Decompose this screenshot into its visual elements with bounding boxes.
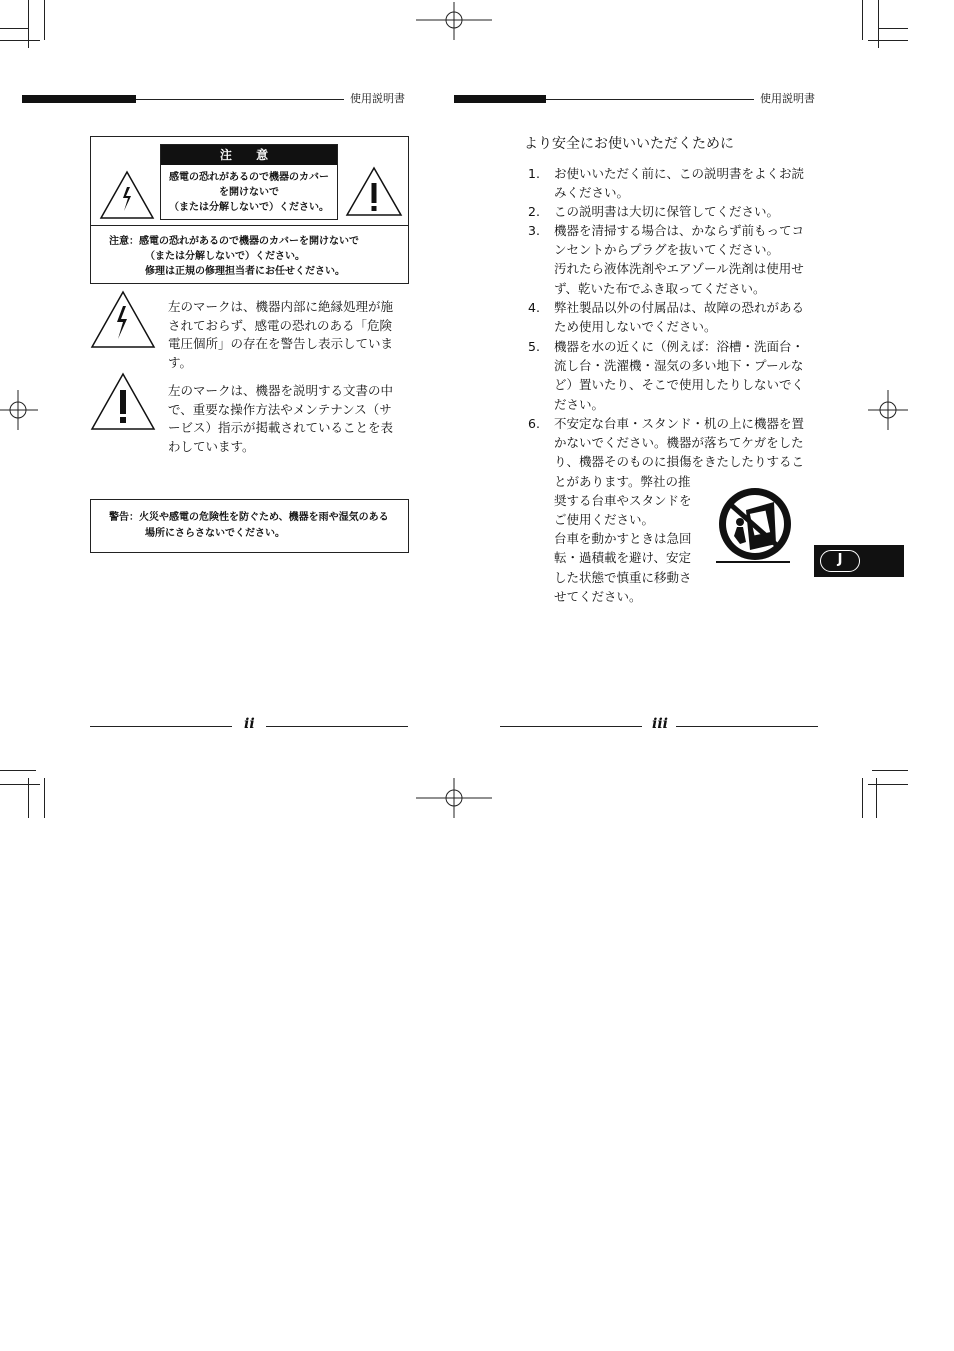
text-line: ンセントからプラグを抜いてください。 xyxy=(554,242,780,258)
item-number: 5. xyxy=(528,339,540,354)
exclamation-description xyxy=(168,382,393,456)
crop-mark xyxy=(862,0,863,40)
text-line: 転・過積載を避け、安定 xyxy=(554,550,692,566)
crop-mark xyxy=(0,770,36,771)
text-line: わしています。 xyxy=(168,438,255,454)
item-number: 6. xyxy=(528,416,540,431)
registration-mark xyxy=(414,778,494,818)
item-number: 2. xyxy=(528,204,540,219)
crop-mark xyxy=(876,778,877,818)
text-line: ず、乾いた布でふき取ってください。 xyxy=(554,280,766,296)
footer-rule xyxy=(266,726,408,727)
crop-mark xyxy=(0,784,40,785)
text-line: 弊社製品以外の付属品は、故障の恐れがある xyxy=(554,300,805,315)
text-line: せてください。 xyxy=(554,588,642,604)
header-label-left: 使用説明書 xyxy=(350,92,405,105)
text-line: 台車を動かすときは急回 xyxy=(554,531,692,547)
text-line: ど）置いたり、そこで使用したりしないでく xyxy=(554,377,805,393)
crop-mark xyxy=(0,28,28,29)
crop-mark xyxy=(868,40,908,41)
header-bar xyxy=(22,95,136,103)
crop-mark xyxy=(44,778,45,818)
crop-mark xyxy=(868,784,908,785)
header-label-right: 使用説明書 xyxy=(760,92,815,105)
text-line: ださい。 xyxy=(554,396,605,412)
crop-mark xyxy=(862,778,863,818)
header-rule xyxy=(546,99,754,100)
caution-title: 注 意 xyxy=(161,145,337,165)
exclamation-warning-icon xyxy=(345,165,403,219)
lightning-warning-icon xyxy=(99,169,155,221)
text-line: お使いいただく前に、この説明書をよくお読 xyxy=(554,166,805,181)
page-number-left: ii xyxy=(244,716,255,732)
footer-rule xyxy=(90,726,232,727)
language-tab xyxy=(814,545,904,577)
text-line: とがあります。弊社の推 xyxy=(554,473,691,489)
text-line: 左のマークは、機器を説明する文書の中 xyxy=(168,383,394,398)
caution-line: （または分解しないで）ください。 xyxy=(169,202,329,213)
caution-line: 感電の恐れがあるので機器のカバー xyxy=(169,172,329,183)
warning-line: 場所にさらさないでください。 xyxy=(145,528,285,539)
text-line: す。 xyxy=(168,354,193,370)
registration-mark xyxy=(414,2,494,42)
registration-mark xyxy=(866,388,910,432)
page-number-right: iii xyxy=(652,716,668,732)
item-number: 1. xyxy=(528,166,540,181)
caution-notice-line: 注意：感電の恐れがあるので機器のカバーを開けないで xyxy=(109,236,359,247)
text-line: みください。 xyxy=(554,185,630,201)
cart-tipover-warning-icon xyxy=(710,484,800,570)
text-line: 電圧個所」の存在を警告し表示していま xyxy=(168,336,394,351)
header-bar xyxy=(454,95,546,103)
text-line: で、重要な操作方法やメンテナンス（サ xyxy=(168,401,392,417)
caution-box xyxy=(90,136,409,284)
text-line: ため使用しないでください。 xyxy=(554,319,717,335)
footer-rule xyxy=(676,726,818,727)
crop-mark xyxy=(28,0,29,48)
warning-box xyxy=(90,499,409,553)
text-line: り、機器そのものに損傷をきたしたりするこ xyxy=(554,454,805,470)
text-line: かないでください。機器が落ちてケガをした xyxy=(554,435,804,451)
caution-label xyxy=(160,144,338,220)
text-line: ご使用ください。 xyxy=(554,512,655,528)
caution-line: を開けないで xyxy=(219,187,279,198)
crop-mark xyxy=(878,28,908,29)
lightning-symbol-icon xyxy=(90,290,156,350)
text-line: 機器を清掃する場合は、かならず前もってコ xyxy=(554,223,805,238)
crop-mark xyxy=(28,778,29,818)
language-tab-label: J xyxy=(837,552,843,567)
crop-mark xyxy=(0,40,40,41)
caution-notice-line: （または分解しないで）ください。 xyxy=(145,251,305,262)
lightning-description xyxy=(168,298,393,372)
crop-mark xyxy=(878,0,879,48)
exclamation-symbol-icon xyxy=(90,372,156,432)
caution-notice-line: 修理は正規の修理担当者にお任せください。 xyxy=(145,266,345,277)
divider xyxy=(91,225,408,226)
header-rule xyxy=(136,99,344,100)
text-line: 左のマークは、機器内部に絶縁処理が施 xyxy=(168,299,394,314)
registration-mark xyxy=(0,388,40,432)
section-heading: より安全にお使いいただくために xyxy=(524,136,734,152)
text-line: 機器を水の近くに（例えば：浴槽・洗面台・ xyxy=(554,339,805,354)
crop-mark xyxy=(872,770,908,771)
text-line: 奨する台車やスタンドを xyxy=(554,492,692,508)
text-line: されておらず、感電の恐れのある「危険 xyxy=(168,317,393,333)
item-number: 3. xyxy=(528,223,540,238)
text-line: した状態で慎重に移動さ xyxy=(554,569,692,585)
warning-line: 警告：火災や感電の危険性を防ぐため、機器を雨や湿気のある xyxy=(109,512,389,523)
item-number: 4. xyxy=(528,300,540,315)
text-line: 流し台・洗濯機・湿気の多い地下・プールな xyxy=(554,358,804,374)
text-line: 不安定な台車・スタンド・机の上に機器を置 xyxy=(554,416,805,431)
footer-rule xyxy=(500,726,642,727)
text-line: ービス）指示が掲載されていることを表 xyxy=(168,420,394,435)
text-line: 汚れたら液体洗剤やエアゾール洗剤は使用せ xyxy=(554,261,804,277)
crop-mark xyxy=(44,0,45,40)
text-line: この説明書は大切に保管してください。 xyxy=(554,204,780,219)
